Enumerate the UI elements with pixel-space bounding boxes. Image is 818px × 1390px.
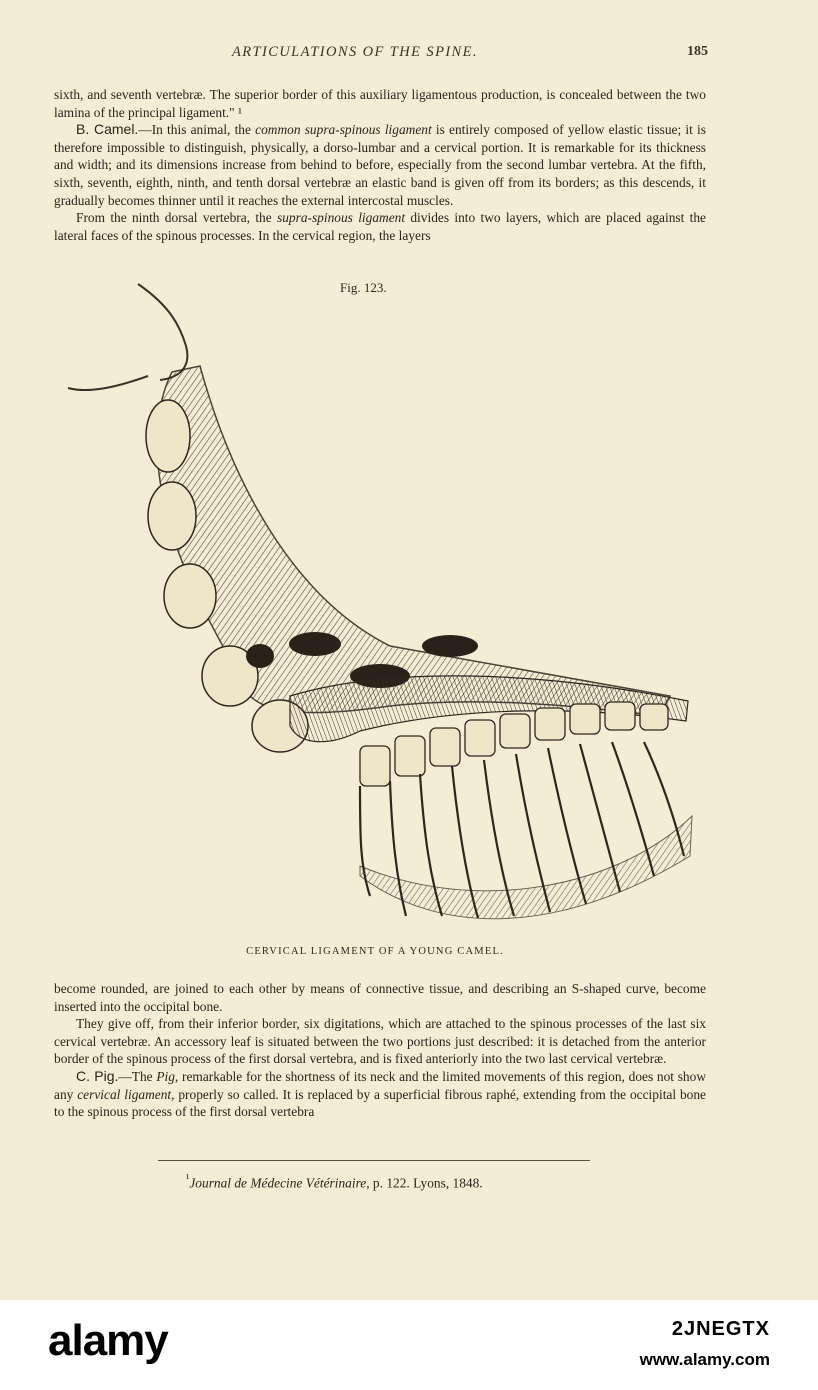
figure-label: Fig. 123. [340,280,387,295]
paragraph-text: remarkable for the shortness of its neck and the limited movements of this region, does not show any [54,1068,706,1102]
image-id: 2JNEGTX [671,1318,770,1340]
camel-cervical-ligament-illustration [60,276,720,946]
footnote [186,1173,483,1191]
footnote-text: p. 122. Lyons, 1848. [369,1175,483,1191]
running-title: ARTICULATIONS OF THE SPINE. [232,44,478,60]
paragraph-continuation-lower: become rounded, are joined to each other by means of connective tissue, and describing an S-shaped curve, become inserted into the occipital bone. [54,981,706,1014]
italic-term: cervical ligament, [77,1086,175,1102]
text-block-upper [54,86,706,244]
figure-123 [60,276,720,966]
paragraph-continuation: sixth, and seventh vertebræ. The superior border of this auxiliary ligamentous production, is concealed between the two lamina of the principal ligament." ¹ [54,87,706,120]
section-heading-pig: C. Pig. [76,1067,119,1084]
italic-term: Pig, [156,1068,179,1084]
alamy-logo: alamy [48,1316,168,1365]
page-number: 185 [687,44,708,59]
footnote-marker: ¹ [186,1173,190,1185]
paragraph-text: properly so called. It is replaced by a superficial fibrous raphé, extending from the occipital bone to the spinous process of the first dorsal vertebra [54,1086,706,1120]
site-url: www.alamy.com [639,1350,770,1369]
stock-footer-bar [0,1300,818,1390]
paragraph-text: is entirely composed of yellow elastic tissue; it is therefore impossible to distinguish, physically, a dorso-lumbar and a cervical portion. It is remarkable for its thickness and width; and its dimensions increase from behind to before, especially from the second lumbar vertebra. At the fifth, sixth, seventh, eighth, ninth, and tenth dorsal vertebræ an elastic band is given off from its borders; as this descends, it gradually becomes thinner until it reaches the external intercostal muscles. [54,122,706,208]
paragraph-ninth-dorsal [54,209,706,244]
paragraph-text: —In this animal, the [138,122,256,138]
section-heading-camel: B. Camel. [76,121,139,138]
footnote-source: Journal de Médecine Vétérinaire, [189,1175,370,1191]
paragraph-digitations: They give off, from their inferior border, six digitations, which are attached to the spinous processes of the last six cervical vertebræ. An accessory leaf is situated between the two portions just described: it is detached from the anterior border of the spinous process of the first dorsal vertebra, and is fixed anteriorly into the two last cervical vertebræ. [54,1016,706,1067]
paragraph-text: From the ninth dorsal vertebra, the [76,210,277,226]
running-head [0,44,818,66]
footnote-rule [158,1160,590,1161]
italic-term: supra-spinous ligament [277,210,406,226]
paragraph-pig [54,1068,706,1121]
italic-term: common supra-spinous ligament [255,122,432,138]
paragraph-text: —The [118,1068,157,1084]
paragraph-text: divides into two layers, which are placed against the lateral faces of the spinous processes. In the cervical region, the layers [54,210,706,243]
figure-caption: CERVICAL LIGAMENT OF A YOUNG CAMEL. [246,946,504,957]
paragraph-camel [54,121,706,209]
text-block-lower [54,980,706,1121]
ligament-strand [68,284,187,390]
